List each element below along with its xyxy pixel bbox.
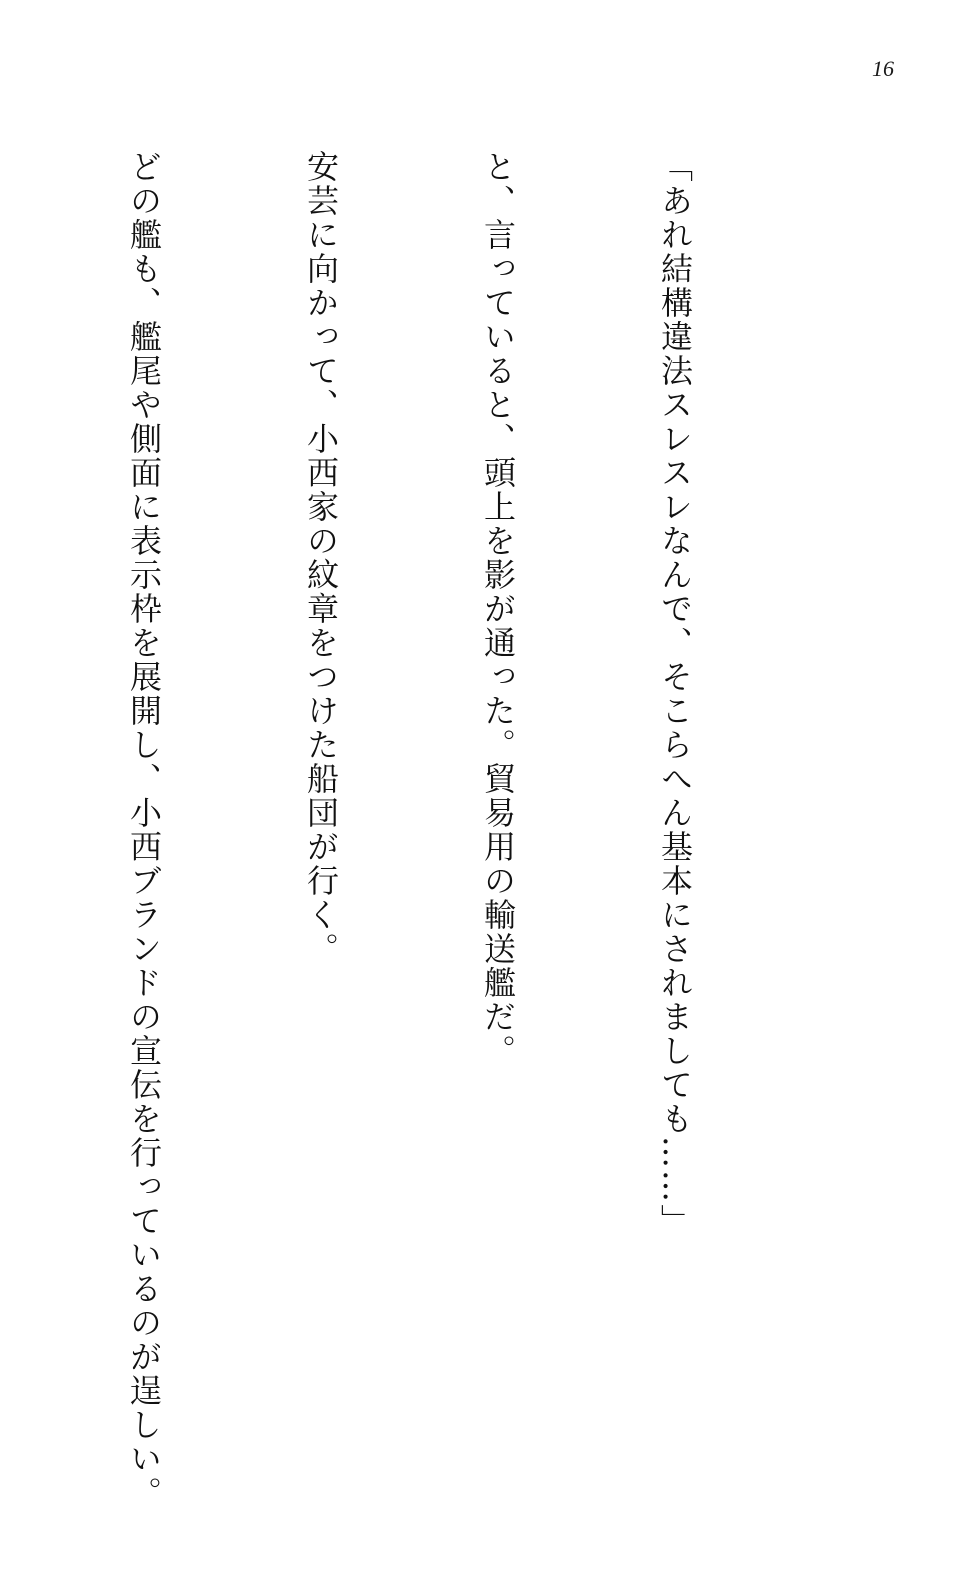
page-number: 16 xyxy=(872,56,894,81)
text-line: 安芸に向かって、小西家の紋章をつけた船団が行く。 xyxy=(302,150,340,966)
text-line: どの艦も、艦尾や側面に表示枠を展開し、小西ブランドの宣伝を行っているのが逞しい。 xyxy=(125,150,163,1510)
text-line: と、言っていると、頭上を影が通った。貿易用の輸送艦だ。 xyxy=(479,150,517,1068)
text-line: 「あれ結構違法スレスレなんで、そこらへん基本にされましても……」 xyxy=(656,150,694,1238)
vertical-body-text xyxy=(122,150,822,1510)
